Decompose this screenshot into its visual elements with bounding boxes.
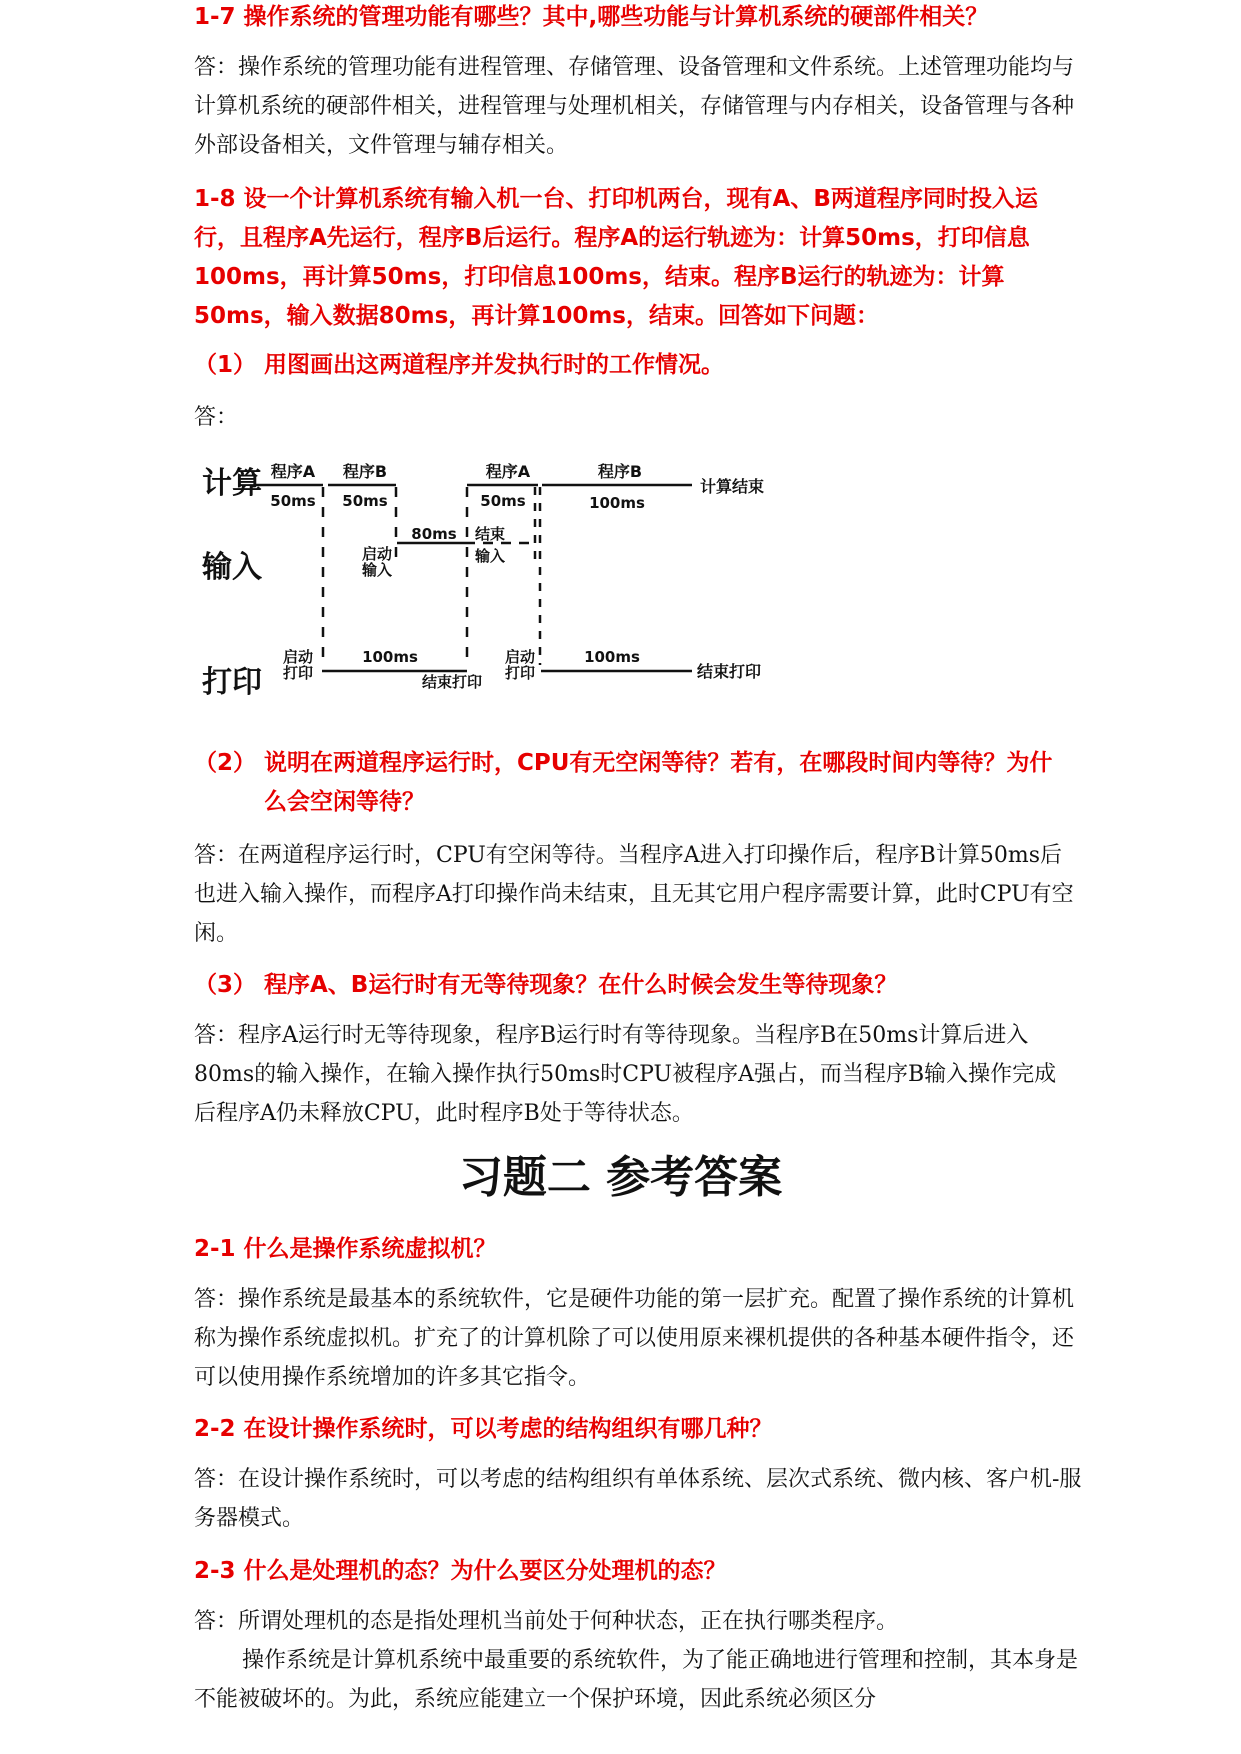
- label-end-print-2: 结束打印: [697, 662, 762, 681]
- question-1-8-2: [194, 744, 1074, 822]
- answer-2-3: [194, 1602, 1084, 1719]
- answer-2-3-p1: 答：所谓处理机的态是指处理机当前处于何种状态，正在执行哪类程序。: [194, 1609, 899, 1634]
- label-start-print-1a: 启动: [282, 648, 314, 666]
- sub-text: 说明在两道程序运行时，CPU有无空闲等待？若有，在哪段时间内等待？为什么会空闲等待？: [264, 750, 1053, 815]
- question-2-3: 2-3 什么是处理机的态？为什么要区分处理机的态？: [194, 1558, 727, 1584]
- label-compute-end: 计算结束: [700, 477, 765, 496]
- answer-2-3-p2: 操作系统是计算机系统中最重要的系统软件，为了能正确地进行管理和控制，其本身是不能被破坏的。为此，系统应能建立一个保护环境，因此系统必须区分: [194, 1648, 1079, 1712]
- label-end-print-1: 结束打印: [421, 673, 483, 691]
- sub-number: （2）: [194, 750, 257, 776]
- answer-1-7: 答：操作系统的管理功能有进程管理、存储管理、设备管理和文件系统。上述管理功能均与计算机系统的硬部件相关，进程管理与处理机相关，存储管理与内存相关，设备管理与各种外部设备相关，文件管理与辅存相关。: [194, 55, 1075, 158]
- label-100ms-b2: 100ms: [589, 494, 645, 512]
- label-start-print-2a: 启动: [504, 648, 536, 666]
- label-end-input-1: 结束: [474, 525, 506, 543]
- sub-number: （3）: [194, 972, 257, 998]
- answer-2-2: 答：在设计操作系统时，可以考虑的结构组织有单体系统、层次式系统、微内核、客户机-服务器模式。: [194, 1467, 1082, 1531]
- question-1-7: 1-7 操作系统的管理功能有哪些？其中,哪些功能与计算机系统的硬部件相关？: [194, 4, 989, 30]
- label-100ms-print-2: 100ms: [584, 648, 640, 666]
- row-label-compute: 计算: [202, 466, 262, 501]
- row-label-print: 打印: [202, 665, 262, 700]
- question-2-2: 2-2 在设计操作系统时，可以考虑的结构组织有哪几种？: [194, 1416, 773, 1442]
- label-50ms-b1: 50ms: [342, 492, 388, 510]
- label-start-input-2: 输入: [361, 561, 393, 579]
- sub-number: （1）: [194, 352, 257, 378]
- label-start-print-1b: 打印: [282, 664, 314, 682]
- row-label-input: 输入: [202, 550, 262, 585]
- label-50ms-a2: 50ms: [480, 492, 526, 510]
- section-heading: 习题二 参考答案: [458, 1152, 783, 1203]
- concurrency-timing-diagram: [180, 455, 860, 725]
- answer-1-8-2: 答：在两道程序运行时，CPU有空闲等待。当程序A进入打印操作后，程序B计算50ms后也进入输入操作，而程序A打印操作尚未结束，且无其它用户程序需要计算，此时CPU有空闲。: [194, 843, 1074, 946]
- sub-text: 程序A、B运行时有无等待现象？在什么时候会发生等待现象？: [264, 972, 898, 998]
- sub-text: 用图画出这两道程序并发执行时的工作情况。: [264, 352, 724, 378]
- label-prog-a-1: 程序A: [270, 462, 316, 481]
- question-1-8: 1-8 设一个计算机系统有输入机一台、打印机两台，现有A、B两道程序同时投入运行，且程序A先运行，程序B后运行。程序A的运行轨迹为：计算50ms，打印信息100ms，再计算50ms，打印信息100ms，结束。程序B运行的轨迹为：计算50ms，输入数据80ms，再计算100ms，结束。回答如下问题：: [194, 186, 1038, 329]
- answer-2-1: 答：操作系统是最基本的系统软件，它是硬件功能的第一层扩充。配置了操作系统的计算机称为操作系统虚拟机。扩充了的计算机除了可以使用原来裸机提供的各种基本硬件指令，还可以使用操作系统增加的许多其它指令。: [194, 1287, 1075, 1390]
- label-start-print-2b: 打印: [504, 664, 536, 682]
- label-start-input-1: 启动: [361, 545, 393, 563]
- label-80ms: 80ms: [411, 525, 457, 543]
- label-prog-b-1: 程序B: [342, 462, 388, 481]
- label-end-input-2: 输入: [474, 547, 506, 565]
- question-1-8-3: [194, 966, 1074, 1005]
- sub-wrap: [194, 744, 1074, 822]
- answer-1-8-1: 答：: [194, 405, 239, 430]
- label-prog-a-2: 程序A: [485, 462, 531, 481]
- label-100ms-print-1: 100ms: [362, 648, 418, 666]
- answer-1-8-3: 答：程序A运行时无等待现象，程序B运行时有等待现象。当程序B在50ms计算后进入80ms的输入操作，在输入操作执行50ms时CPU被程序A强占，而当程序B输入操作完成后程序A仍未释放CPU，此时程序B处于等待状态。: [194, 1023, 1057, 1126]
- question-2-1: 2-1 什么是操作系统虚拟机？: [194, 1236, 497, 1262]
- question-1-8-1: [194, 346, 1074, 385]
- label-50ms-a1: 50ms: [270, 492, 316, 510]
- label-prog-b-2: 程序B: [597, 462, 643, 481]
